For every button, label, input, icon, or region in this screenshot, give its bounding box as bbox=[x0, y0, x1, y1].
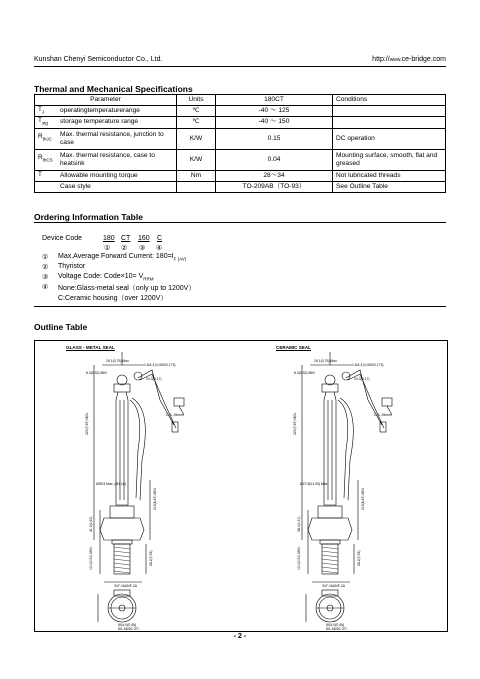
dim-bot1-left: Ø14.0(0.45) bbox=[118, 623, 137, 627]
dim-lead-b-right: 24.3(0.17) bbox=[354, 377, 370, 381]
page-number: - 2 - bbox=[233, 633, 247, 640]
ordering-item: None:Glass-metal seal（only up to 1200V） bbox=[58, 285, 196, 292]
company-url[interactable] bbox=[372, 56, 446, 63]
row-symbol: $R_{thCS}$ bbox=[35, 149, 58, 170]
ordering-item: Max.Average Forward Current: $180=I_{F (AV)}$ bbox=[58, 253, 187, 262]
code-marker-4: ④ bbox=[156, 245, 163, 252]
col-conditions: Conditions bbox=[333, 95, 446, 106]
row-cond bbox=[333, 117, 446, 128]
dim-cs-left: C.S. 25mm² bbox=[166, 413, 185, 417]
header-rule bbox=[34, 66, 446, 67]
dim-len-body-right: 215(8.47) MIN. bbox=[361, 487, 365, 510]
dim-lead-b-left: 24.3(0.17) bbox=[146, 377, 162, 381]
dim-bot2-left: Ø1.34(Ø1.37) bbox=[118, 627, 139, 630]
glass-seal-label: GLASS - METAL SEAL bbox=[66, 345, 115, 350]
row-value: -40 ～ 125 bbox=[216, 106, 333, 117]
dim-top-right: 19.1(0.75) Max. bbox=[314, 359, 338, 363]
dim-lead-c-left: 8.3(0.33) MIN bbox=[86, 371, 107, 375]
row-param: Max. thermal resistance, junction to case bbox=[57, 128, 177, 149]
dim-len-total-left: 220(7.87) MIN. bbox=[85, 412, 89, 435]
ordering-top-rule bbox=[34, 222, 446, 223]
ordering-item-marker: ④ bbox=[42, 284, 49, 291]
dim-h2-right: 38.0(1.51) bbox=[297, 516, 301, 532]
outline-drawing bbox=[34, 340, 446, 630]
ceramic-seal-drawing bbox=[302, 352, 392, 622]
ordering-title: Ordering Information Table bbox=[34, 212, 143, 222]
code-part-3: 160 bbox=[138, 235, 150, 242]
col-parameter: Parameter bbox=[35, 95, 177, 106]
code-marker-2: ② bbox=[121, 245, 128, 252]
code-marker-3: ③ bbox=[139, 245, 146, 252]
col-units: Units bbox=[177, 95, 216, 106]
dim-cs-right: C.S. 25mm² bbox=[374, 413, 393, 417]
dim-len-body-left: 215(8.47) MIN. bbox=[153, 487, 157, 510]
dim-top-left: 19.1(0.75) Max. bbox=[106, 359, 130, 363]
dim-lead-c-right: 8.3(0.33) MIN bbox=[294, 371, 315, 375]
ordering-item: Thyristor bbox=[58, 263, 86, 270]
row-value: TO-209AB（TO-93） bbox=[216, 181, 333, 192]
thermal-table bbox=[34, 94, 446, 193]
ordering-bottom-rule bbox=[34, 306, 446, 307]
row-units: K/W bbox=[177, 149, 216, 170]
row-cond: Not lubricated threads bbox=[333, 170, 446, 181]
row-units: Nm bbox=[177, 170, 216, 181]
ordering-item-marker: ② bbox=[42, 264, 49, 271]
table-row bbox=[35, 117, 446, 128]
code-part-4: C bbox=[157, 235, 163, 242]
company-name: Kunshan Chenyi Semiconductor Co., Ltd. bbox=[34, 56, 163, 63]
row-value: 28～34 bbox=[216, 170, 333, 181]
row-units: ℃ bbox=[177, 106, 216, 117]
row-symbol: $T_{stg}$ bbox=[35, 117, 58, 128]
row-cond: DC operation bbox=[333, 128, 446, 149]
table-row bbox=[35, 181, 446, 192]
dim-h1-left: 41.3(1.62) bbox=[89, 516, 93, 532]
row-symbol: T bbox=[35, 170, 58, 181]
url-domain: ce-bridge.com bbox=[401, 56, 446, 63]
row-value: 0.04 bbox=[216, 149, 333, 170]
glass-seal-drawing bbox=[94, 352, 184, 622]
ordering-item: Voltage Code: Code×10= $V_{RRM}$ bbox=[58, 273, 154, 282]
code-part-2: CT bbox=[121, 235, 131, 242]
dim-bot1-right: Ø14.0(0.45) bbox=[326, 623, 345, 627]
row-value: -40 ～ 150 bbox=[216, 117, 333, 128]
row-cond bbox=[333, 106, 446, 117]
dim-d-right: Ø27.9(01.09) Max. bbox=[300, 482, 329, 486]
row-value: 0.15 bbox=[216, 128, 333, 149]
table-row bbox=[35, 149, 446, 170]
row-symbol: $R_{thJC}$ bbox=[35, 128, 58, 149]
thermal-title: Thermal and Mechanical Specifications bbox=[34, 84, 193, 94]
ordering-item-marker: ① bbox=[42, 254, 49, 261]
code-part-1: 180 bbox=[103, 235, 115, 242]
row-param: operatingtemperaturerange bbox=[57, 106, 177, 117]
dim-bot2-right: Ø1.34(Ø1.37) bbox=[326, 627, 347, 630]
row-units: K/W bbox=[177, 128, 216, 149]
url-www: www. bbox=[389, 57, 402, 63]
row-symbol: $T_J$ bbox=[35, 106, 58, 117]
dim-len-total-right: 220(7.87) MIN. bbox=[293, 412, 297, 435]
col-value: 180CT bbox=[216, 95, 333, 106]
row-cond: Mounting surface, smooth, flat and greased bbox=[333, 149, 446, 170]
outline-title: Outline Table bbox=[34, 322, 88, 332]
table-row bbox=[35, 106, 446, 117]
dim-thread-left: 3/4"-16UNF-2A bbox=[114, 584, 138, 588]
row-param: Max. thermal resistance, case to heatsink bbox=[57, 149, 177, 170]
ceramic-seal-label: CERAMIC SEAL bbox=[276, 345, 311, 350]
row-param: storage temperature range bbox=[57, 117, 177, 128]
row-units: ℃ bbox=[177, 117, 216, 128]
code-marker-1: ① bbox=[104, 245, 111, 252]
table-header-row bbox=[35, 95, 446, 106]
dim-h3-left: 13.0(0.51) MIN. bbox=[89, 546, 93, 570]
ordering-item-cont: C:Ceramic housing（over 1200V） bbox=[58, 295, 168, 302]
row-param: Allowable mounting torque bbox=[57, 170, 177, 181]
dim-lead-a-left: 1.6/4.4 (0.063/0.173) bbox=[144, 363, 176, 367]
table-row bbox=[35, 170, 446, 181]
device-code-label: Device Code bbox=[42, 235, 83, 242]
dim-thread-right: 3/4"-16UNF-2A bbox=[322, 584, 346, 588]
dim-h3-right: 13.0(0.51) MIN. bbox=[297, 546, 301, 570]
row-cond: See Outline Table bbox=[333, 181, 446, 192]
row-param: Case style bbox=[57, 181, 177, 192]
dim-d-left: Ø28.5 Max. (Ø1.16) bbox=[96, 482, 126, 486]
ordering-item-marker: ③ bbox=[42, 274, 49, 281]
dim-h4-left: 28.2(0.78) bbox=[149, 550, 153, 566]
row-symbol bbox=[35, 181, 58, 192]
url-prefix: http:// bbox=[372, 56, 390, 63]
table-row bbox=[35, 128, 446, 149]
dim-lead-a-right: 1.6/4.4 (0.063/0.173) bbox=[352, 363, 384, 367]
dim-h4-right: 28.2(0.78) bbox=[357, 550, 361, 566]
row-units bbox=[177, 181, 216, 192]
